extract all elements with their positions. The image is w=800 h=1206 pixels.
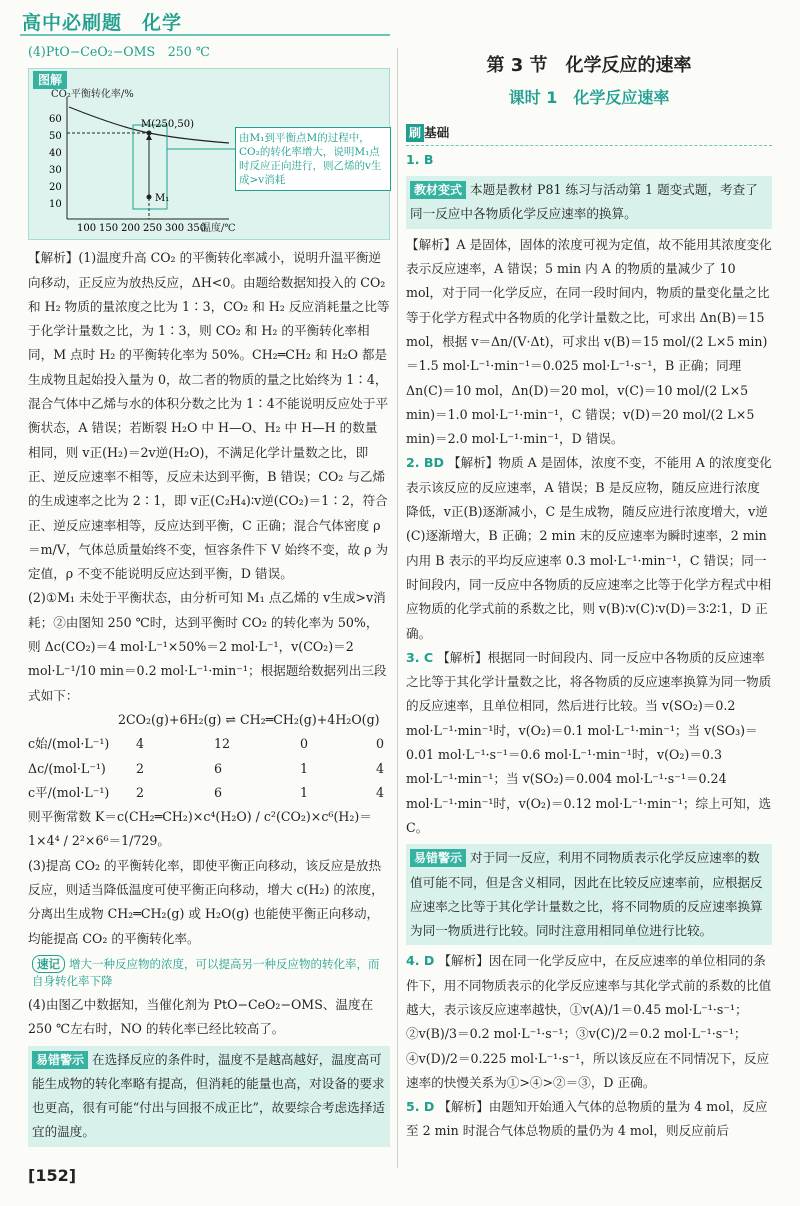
y-axis-label: CO₂平衡转化率/% [51,89,134,101]
cell: 2 [136,760,145,776]
question-number: 4. D [406,953,435,969]
y-tick: 40 [49,148,62,160]
question-number: 3. C [406,649,434,665]
x-tick: 350 [187,223,207,235]
answer-line: (4)PtO−CeO₂−OMS 250 ℃ [28,44,210,59]
graph-tag: 图解 [33,71,67,89]
right-column [406,48,772,1144]
memo-note [32,955,390,989]
row-label: Δc/(mol·L⁻¹) [28,760,106,776]
question-number: 1. B [406,151,434,167]
table-row [28,732,390,756]
basics-tag: 刷 [406,124,424,142]
cell: 1 [300,784,309,800]
page-number: [152] [28,1166,77,1185]
basics-heading [406,121,772,146]
section-title: 第 3 节 化学反应的速率 [486,55,692,76]
warning-box [406,844,772,945]
table-row [28,757,390,781]
cell: 0 [376,736,385,752]
cell: 6 [214,784,223,800]
cell: 0 [300,736,309,752]
point-m [147,131,152,136]
ice-table [28,732,390,805]
question-number: 2. BD [406,455,444,471]
warning-box [28,1046,390,1147]
x-tick: 150 [99,223,119,235]
warning-text: 对于同一反应，利用不同物质表示化学反应速率的数值可能不同，但是含义相同，因此在比较反应速率前，应根据反应速率之比等于其化学计量数之比，将不同物质的反应速率换算为同一物质进行比较。同时注意用相同单位进行比较。 [410,850,763,939]
answer-analysis: 【解析】根据同一时间段内、同一反应中各物质的反应速率之比等于其化学计量数之比，将各物质的反应速率换算为同一物质的反应速率，且单位相同，然后进行比较。当 v(SO₂)＝0.2 mol·L⁻¹·min⁻¹时，v(O₂)＝0.1 mol·L⁻¹·min⁻¹；当 v(SO₃)＝0.01 mol·L⁻¹·s⁻¹＝0.6 mol·L⁻¹·min⁻¹时，v(O₂)＝0.3 mol·L⁻¹·min⁻¹；当 v(SO₂)＝0.004 mol·L⁻¹·s⁻¹＝0.24 mol·L⁻¹·min⁻¹时，v(O₂)＝0.12 mol·L⁻¹·min⁻¹；综上可知，选 C。 [406,649,772,835]
table-row [28,781,390,805]
header-divider [20,34,390,36]
graph-panel [28,68,390,240]
graph-note: 由M₁到平衡点M的过程中，CO₂的转化率增大，说明M₁点时反应正向进行，则乙烯的v生成>v消耗 [235,127,391,191]
x-tick: 300 [165,223,185,235]
y-tick: 10 [49,199,62,211]
textbook-variant-tag: 教材变式 [410,181,466,199]
basics-label: 基础 [424,124,450,140]
point-m-label: M(250,50) [141,119,195,131]
row-label: c平/(mol·L⁻¹) [28,784,110,800]
y-tick: 50 [49,131,62,143]
reaction-equation: 2CO₂(g)+6H₂(g) ⇌ CH₂═CH₂(g)+4H₂O(g) [118,711,380,727]
analysis-paragraph: (3)提高 CO₂ 的平衡转化率，即使平衡正向移动，该反应是放热反应，则适当降低温度可使平衡正向移动，增大 c(H₂) 的浓度，分离出生成物 CH₂═CH₂(g) 或 H₂O(g) 也能使平衡正向移动，均能提高 CO₂ 的平衡转化率。 [28,857,384,946]
cell: 2 [136,784,145,800]
header-title: 高中必刷题 化学 [22,12,183,34]
warning-tag: 易错警示 [410,849,466,867]
x-axis-label: 温度/℃ [201,223,236,235]
cell: 1 [300,760,309,776]
warning-text: 在选择反应的条件时，温度不是越高越好，温度高可能生成物的转化率略有提高，但消耗的能量也高，对设备的要求也更高，很有可能“付出与回报不成正比”，故要综合考虑选择适宜的温度。 [32,1051,385,1140]
x-tick: 100 [77,223,97,235]
answer-analysis: 【解析】物质 A 是固体，浓度不变，不能用 A 的浓度变化表示该反应的反应速率，A 错误；B 是反应物，随反应进行浓度降低，v正(B)逐渐减小，C 是生成物，随反应进行浓度增大，v逆(C)逐渐增大，B 正确；2 min 末的反应速率为瞬时速率，2 min 内用 B 表示的平均反应速率 0.3 mol·L⁻¹·min⁻¹，C 错误；同一时间段内，同一反应中各物质的反应速率之比等于化学方程式中相应物质的化学式前的系数之比，则 v(B)∶v(C)∶v(D)＝3∶2∶1，D 正确。 [406,455,772,641]
cell: 6 [214,760,223,776]
textbook-variant-text: 本题是教材 P81 练习与活动第 1 题变式题，考查了同一反应中各物质化学反应速率的换算。 [410,182,758,222]
equilibrium-constant: 则平衡常数 K＝c(CH₂═CH₂)×c⁴(H₂O) / c²(CO₂)×c⁶(H₂)＝1×4⁴ / 2²×6⁶＝1/729。 [28,809,372,849]
analysis-paragraph: (2)①M₁ 未处于平衡状态，由分析可知 M₁ 点乙烯的 v生成>v消耗；②由图知 250 ℃时，达到平衡时 CO₂ 的转化率为 50%，则 Δc(CO₂)＝4 mol·L⁻¹×50%＝2 mol·L⁻¹，v(CO₂)＝2 mol·L⁻¹/10 min＝0.2 mol·L⁻¹·min⁻¹；根据题给数据列出三段式如下： [28,590,387,703]
point-m1-label: M₁ [155,193,170,205]
analysis-paragraph: (4)由图乙中数据知，当催化剂为 PtO−CeO₂−OMS、温度在 250 ℃左右时，NO 的转化率已经比较高了。 [28,996,374,1037]
cell: 4 [376,784,385,800]
answer-analysis: 【解析】因在同一化学反应中，在反应速率的单位相同的条件下，用不同物质表示的化学反应速率与其化学式前的系数的比值越大，表示该反应速率越快，①v(A)/1＝0.45 mol·L⁻¹·s⁻¹；②v(B)/3＝0.2 mol·L⁻¹·s⁻¹；③v(C)/2＝0.2 mol·L⁻¹·s⁻¹；④v(D)/2＝0.225 mol·L⁻¹·s⁻¹，所以该反应在不同情况下，反应速率的快慢关系为①>④>②＝③，D 正确。 [406,953,772,1090]
row-label: c始/(mol·L⁻¹) [28,736,110,752]
x-tick: 250 [143,223,163,235]
answer-analysis: 【解析】A 是固体，固体的浓度可视为定值，故不能用其浓度变化表示反应速率，A 错误；5 min 内 A 的物质的量减少了 10 mol，对于同一化学反应，在同一段时间内，物质的量变化量之比等于化学方程式中各物质的化学计量数之比，可求出 Δn(B)＝15 mol，根据 v＝Δn/(V·Δt)，可求出 v(B)＝15 mol/(2 L×5 min)＝1.5 mol·L⁻¹·min⁻¹＝0.025 mol·L⁻¹·s⁻¹，B 正确；同理 Δn(C)＝10 mol，Δn(D)＝20 mol，v(C)＝10 mol/(2 L×5 min)＝1.0 mol·L⁻¹·min⁻¹，C 错误；v(D)＝20 mol/(2 L×5 min)＝2.0 mol·L⁻¹·min⁻¹，D 错误。 [406,236,772,447]
cell: 4 [376,760,385,776]
question-number: 5. D [406,1099,435,1115]
x-tick: 200 [121,223,141,235]
cell: 12 [214,736,231,752]
answer-analysis: 【解析】由题知开始通入气体的总物质的量为 4 mol，反应至 2 min 时混合气体总物质的量仍为 4 mol，则反应前后 [406,1099,768,1139]
y-tick: 30 [49,165,62,177]
memo-tag: 速记 [32,955,65,973]
memo-text: 增大一种反应物的浓度，可以提高另一种反应物的转化率，而自身转化率下降 [32,956,380,988]
y-tick: 20 [49,182,62,194]
column-divider [397,48,398,1168]
warning-tag: 易错警示 [32,1051,88,1069]
y-tick: 60 [49,114,62,126]
lesson-title: 课时 1 化学反应速率 [508,88,670,108]
left-column [28,40,390,1151]
textbook-variant-box [406,176,772,229]
analysis-paragraph: 【解析】(1)温度升高 CO₂ 的平衡转化率减小，说明升温平衡逆向移动，正反应为放热反应，ΔH<0。由题给数据知投入的 CO₂ 和 H₂ 物质的量浓度之比为 1∶3，CO₂ 和 H₂ 反应消耗量之比等于化学计量数之比，为 1∶3，则 CO₂ 和 H₂ 的平衡转化率相同，M 点时 H₂ 的平衡转化率为 50%。CH₂═CH₂ 和 H₂O 都是生成物且起始投入量为 0，故二者的物质的量之比始终为 1∶4，混合气体中乙烯与水的体积分数之比为 1∶4不能说明反应处于平衡状态，A 错误；若断裂 H₂O 中 H—O、H₂ 中 H—H 的数量相同，则 v正(H₂)＝2v逆(H₂O)，不满足化学计量数之比，即正、逆反应速率不相等，反应未达到平衡，B 错误；CO₂ 与乙烯的生成速率之比为 2∶1，即 v正(C₂H₄)∶v逆(CO₂)＝1∶2，符合正、逆反应速率相等，反应达到平衡，C 正确；混合气体密度 ρ＝m/V，气体总质量始终不变，恒容条件下 V 始终不变，故 ρ 为定值，ρ 不变不能说明反应达到平衡，D 错误。 [28,250,390,582]
cell: 4 [136,736,145,752]
